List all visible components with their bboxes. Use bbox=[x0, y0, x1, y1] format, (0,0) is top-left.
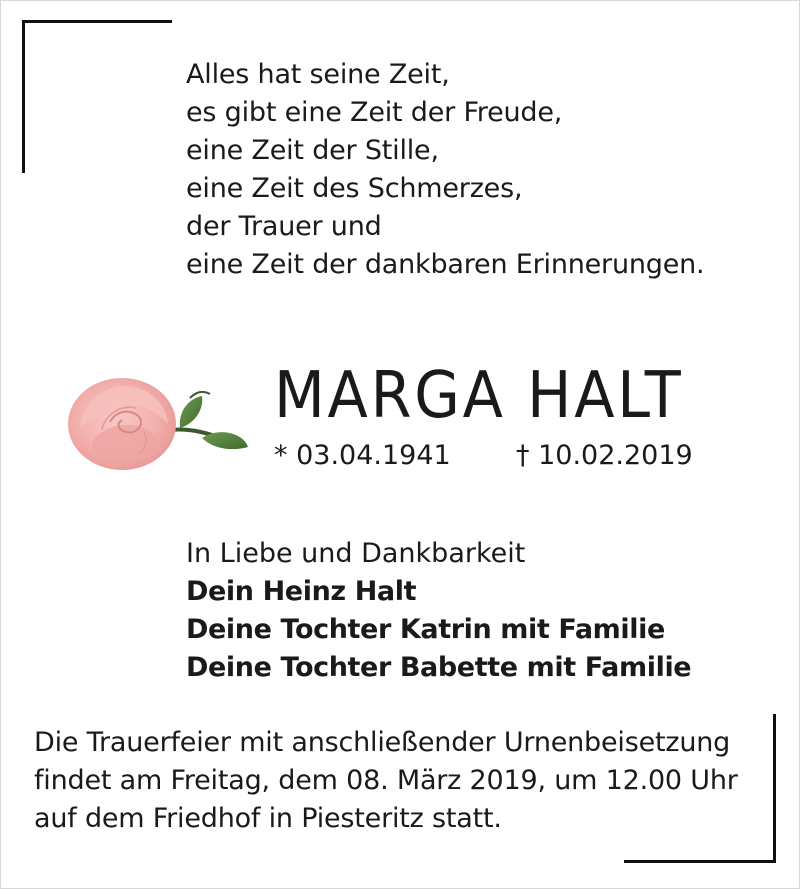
deceased-name: MARGA HALT bbox=[274, 359, 684, 433]
rose-icon bbox=[62, 368, 252, 474]
notice-line: Die Trauerfeier mit anschließender Urnenbeisetzung bbox=[34, 727, 731, 758]
notice-line: findet am Freitag, dem 08. März 2019, um 12.00 Uhr bbox=[34, 765, 738, 796]
poem-line: der Trauer und bbox=[186, 211, 382, 242]
signoff bbox=[186, 535, 691, 687]
poem-line: eine Zeit der dankbaren Erinnerungen. bbox=[186, 249, 705, 280]
funeral-notice bbox=[34, 724, 738, 838]
signoff-intro: In Liebe und Dankbarkeit bbox=[186, 538, 526, 569]
corner-top-left-vertical bbox=[22, 20, 25, 173]
poem bbox=[186, 56, 704, 284]
poem-line: eine Zeit der Stille, bbox=[186, 135, 439, 166]
corner-bottom-right-vertical bbox=[773, 714, 776, 863]
poem-line: es gibt eine Zeit der Freude, bbox=[186, 97, 563, 128]
poem-line: Alles hat seine Zeit, bbox=[186, 59, 450, 90]
poem-line: eine Zeit des Schmerzes, bbox=[186, 173, 523, 204]
death-date: † 10.02.2019 bbox=[516, 440, 693, 471]
corner-bottom-right-horizontal bbox=[624, 860, 776, 863]
mourner-line: Deine Tochter Katrin mit Familie bbox=[186, 614, 665, 645]
birth-date: * 03.04.1941 bbox=[274, 440, 451, 471]
mourner-line: Dein Heinz Halt bbox=[186, 576, 417, 607]
mourner-line: Deine Tochter Babette mit Familie bbox=[186, 652, 692, 683]
notice-line: auf dem Friedhof in Piesteritz statt. bbox=[34, 803, 502, 834]
corner-top-left-horizontal bbox=[22, 20, 172, 23]
